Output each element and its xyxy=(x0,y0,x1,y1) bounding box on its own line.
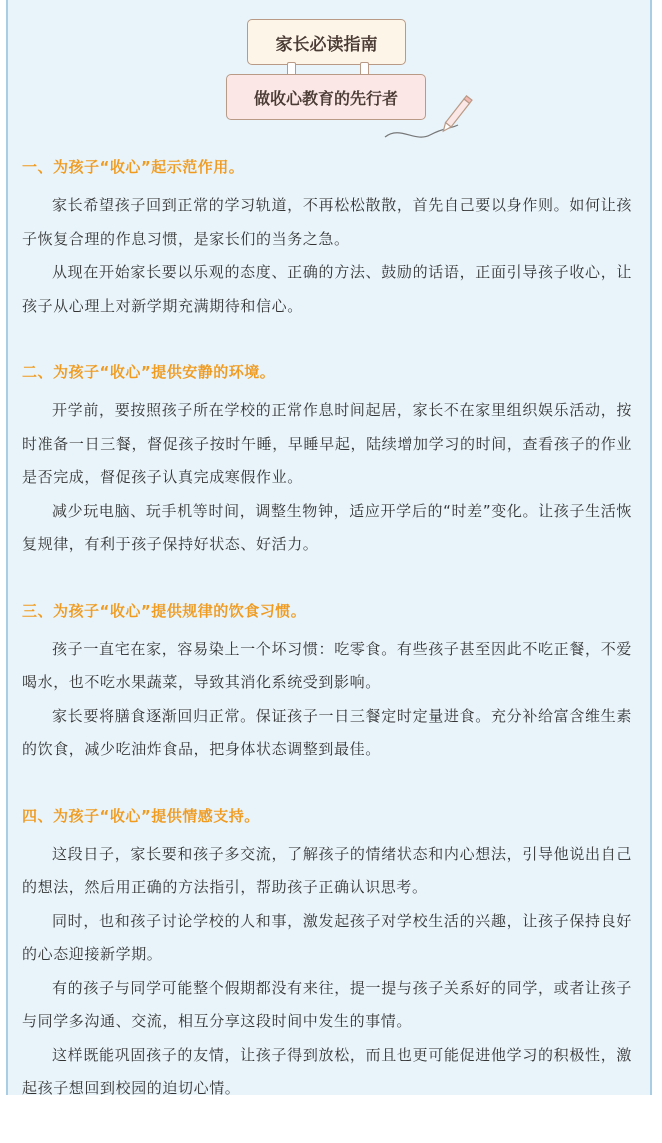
paragraph: 这段日子，家长要和孩子多交流，了解孩子的情绪状态和内心想法，引导他说出自己的想法，然后用正确的方法指引，帮助孩子正确认识思考。 xyxy=(22,844,632,896)
title-card xyxy=(247,19,406,65)
paragraph: 同时，也和孩子讨论学校的人和事，激发起孩子对学校生活的兴趣，让孩子保持良好的心态迎接新学期。 xyxy=(22,911,632,963)
paragraph: 有的孩子与同学可能整个假期都没有来往，提一提与孩子关系好的同学，或者让孩子与同学多沟通、交流，相互分享这段时间中发生的事情。 xyxy=(22,978,632,1030)
section-4 xyxy=(22,804,632,1106)
section-2 xyxy=(22,360,632,562)
paragraph: 从现在开始家长要以乐观的态度、正确的方法、鼓励的话语，正面引导孩子收心，让孩子从心理上对新学期充满期待和信心。 xyxy=(22,263,632,315)
paragraph: 开学前，要按照孩子所在学校的正常作息时间起居，家长不在家里组织娱乐活动，按时准备一日三餐，督促孩子按时午睡，早睡早起，陆续增加学习的时间，查看孩子的作业是否完成，督促孩子认真完成寒假作业。 xyxy=(22,401,632,486)
section-heading: 四、为孩子“收心”提供情感支持。 xyxy=(22,806,260,825)
pencil-icon xyxy=(380,95,480,145)
paragraph: 这样既能巩固孩子的友情，让孩子得到放松，而且也更可能促进他学习的积极性，激起孩子想回到校园的迫切心情。 xyxy=(22,1045,632,1097)
section-heading: 三、为孩子“收心”提供规律的饮食习惯。 xyxy=(22,601,307,620)
section-3 xyxy=(22,599,632,767)
paragraph: 减少玩电脑、玩手机等时间，调整生物钟，适应开学后的“时差”变化。让孩子生活恢复规律，有利于孩子保持好状态、好活力。 xyxy=(22,501,632,553)
paragraph: 孩子一直宅在家，容易染上一个坏习惯：吃零食。有些孩子甚至因此不吃正餐，不爱喝水，也不吃水果蔬菜，导致其消化系统受到影响。 xyxy=(22,639,632,691)
paragraph: 家长要将膳食逐渐回归正常。保证孩子一日三餐定时定量进食。充分补给富含维生素的饮食，减少吃油炸食品，把身体状态调整到最佳。 xyxy=(22,706,632,758)
section-heading: 一、为孩子“收心”起示范作用。 xyxy=(22,158,245,176)
page-title: 家长必读指南 xyxy=(275,34,378,55)
paragraph: 家长希望孩子回到正常的学习轨道，不再松松散散，首先自己要以身作则。如何让孩子恢复合理的作息习惯，是家长们的当务之急。 xyxy=(22,196,632,248)
page-subtitle: 做收心教育的先行者 xyxy=(253,88,398,108)
section-heading: 二、为孩子“收心”提供安静的环境。 xyxy=(22,363,276,381)
article-content xyxy=(22,155,632,1143)
section-1 xyxy=(22,155,632,323)
